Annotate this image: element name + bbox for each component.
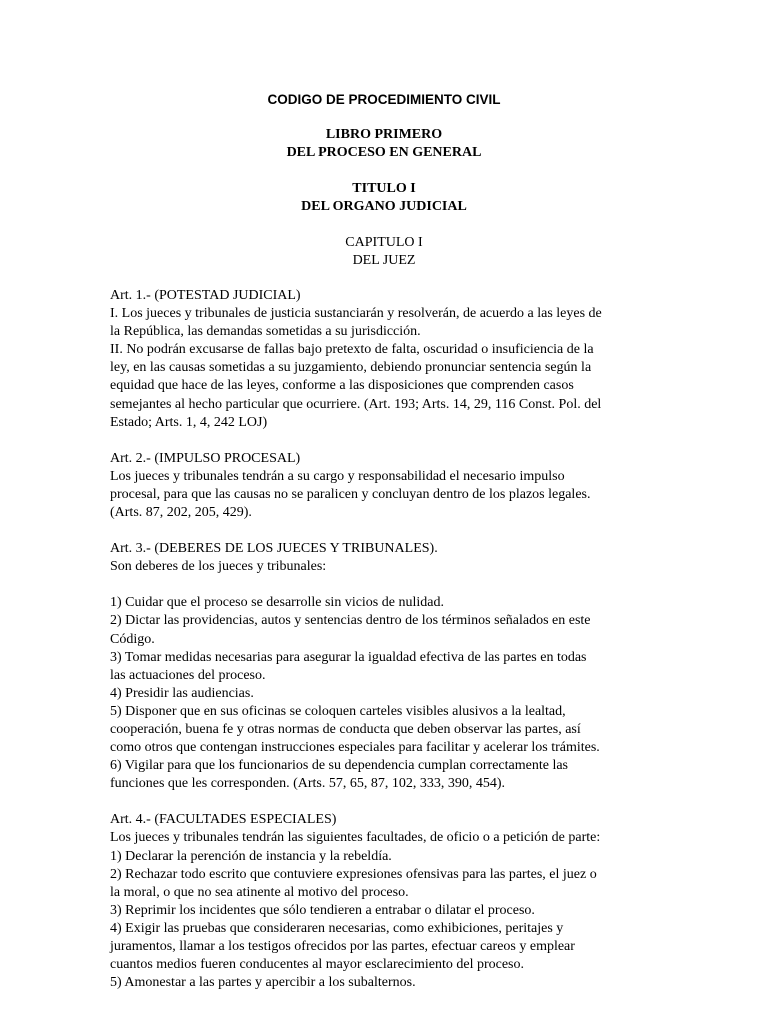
- article-line: equidad que hace de las leyes, conforme a las disposiciones que comprenden casos: [110, 378, 574, 394]
- libro-number: LIBRO PRIMERO: [325, 127, 443, 142]
- libro-heading: [0, 126, 768, 162]
- article-4: [110, 811, 658, 992]
- article-line: (Arts. 87, 202, 205, 429).: [110, 505, 252, 521]
- article-line: procesal, para que las causas no se paralicen y concluyan dentro de los plazos legales.: [110, 486, 591, 502]
- article-1: [110, 287, 658, 432]
- article-line: semejantes al hecho particular que ocurriere. (Art. 193; Arts. 14, 29, 116 Const. Pol. del: [110, 396, 602, 412]
- titulo-number: TITULO I: [352, 181, 416, 196]
- article-line: las actuaciones del proceso.: [110, 667, 266, 683]
- article-heading: Art. 1.- (POTESTAD JUDICIAL): [110, 288, 301, 303]
- article-line: cooperación, buena fe y otras normas de conducta que deben observar las partes, así: [110, 721, 581, 737]
- libro-name: DEL PROCESO EN GENERAL: [286, 145, 482, 160]
- document-body: [110, 287, 658, 1010]
- article-line: Código.: [110, 631, 155, 647]
- article-line: 4) Exigir las pruebas que consideraren necesarias, como exhibiciones, peritajes y: [110, 920, 564, 936]
- article-line: Los jueces y tribunales tendrán las siguientes facultades, de oficio o a petición de parte:: [110, 830, 601, 846]
- titulo-name: DEL ORGANO JUDICIAL: [301, 199, 467, 214]
- capitulo-heading: [0, 234, 768, 270]
- article-line: ley, en las causas sometidas a su juzgamiento, debiendo pronunciar sentencia según la: [110, 360, 592, 376]
- article-line: 3) Tomar medidas necesarias para asegurar la igualdad efectiva de las partes en todas: [110, 649, 587, 665]
- article-line: 6) Vigilar para que los funcionarios de su dependencia cumplan correctamente las: [110, 758, 569, 774]
- article-line: 1) Cuidar que el proceso se desarrolle sin vicios de nulidad.: [110, 595, 444, 611]
- article-line: funciones que les corresponden. (Arts. 57, 65, 87, 102, 333, 390, 454).: [110, 776, 506, 792]
- article-line: cuantos medios fueren conducentes al mayor esclarecimiento del proceso.: [110, 957, 525, 973]
- capitulo-name: DEL JUEZ: [352, 253, 416, 268]
- article-line: 3) Reprimir los incidentes que sólo tendieren a entrabar o dilatar el proceso.: [110, 902, 535, 918]
- article-line: I. Los jueces y tribunales de justicia sustanciarán y resolverán, de acuerdo a las leyes de: [110, 306, 602, 322]
- article-line: la moral, o que no sea atinente al motivo del proceso.: [110, 884, 409, 900]
- capitulo-number: CAPITULO I: [345, 235, 423, 250]
- article-line: 5) Amonestar a las partes y apercibir a los subalternos.: [110, 975, 416, 991]
- article-line: la República, las demandas sometidas a su jurisdicción.: [110, 324, 421, 340]
- article-heading: Art. 3.- (DEBERES DE LOS JUECES Y TRIBUNALES).: [110, 541, 438, 557]
- paragraph-gap: [110, 576, 658, 594]
- article-2: [110, 450, 658, 522]
- article-line: 4) Presidir las audiencias.: [110, 685, 254, 701]
- article-heading: Art. 2.- (IMPULSO PROCESAL): [110, 450, 301, 466]
- article-line: 1) Declarar la perención de instancia y la rebeldía.: [110, 848, 392, 864]
- article-line: como otros que contengan instrucciones especiales para facilitar y acelerar los trámites.: [110, 740, 600, 756]
- article-line: juramentos, llamar a los testigos ofrecidos por las partes, efectuar careos y emplear: [110, 939, 575, 954]
- titulo-heading: [0, 180, 768, 216]
- article-line: Los jueces y tribunales tendrán a su cargo y responsabilidad el necesario impulso: [110, 468, 565, 484]
- article-intro: Son deberes de los jueces y tribunales:: [110, 559, 327, 575]
- article-line: 5) Disponer que en sus oficinas se coloquen carteles visibles alusivos a la lealtad,: [110, 703, 566, 719]
- article-line: II. No podrán excusarse de fallas bajo pretexto de falta, oscuridad o insuficiencia de la: [110, 342, 594, 358]
- article-heading: Art. 4.- (FACULTADES ESPECIALES): [110, 812, 337, 828]
- article-line: 2) Dictar las providencias, autos y sentencias dentro de los términos señalados en este: [110, 613, 591, 629]
- article-line: 2) Rechazar todo escrito que contuviere expresiones ofensivas para las partes, el juez o: [110, 866, 597, 882]
- document-title: CODIGO DE PROCEDIMIENTO CIVIL: [267, 92, 501, 107]
- article-line: Estado; Arts. 1, 4, 242 LOJ): [110, 414, 268, 430]
- article-3: [110, 540, 658, 793]
